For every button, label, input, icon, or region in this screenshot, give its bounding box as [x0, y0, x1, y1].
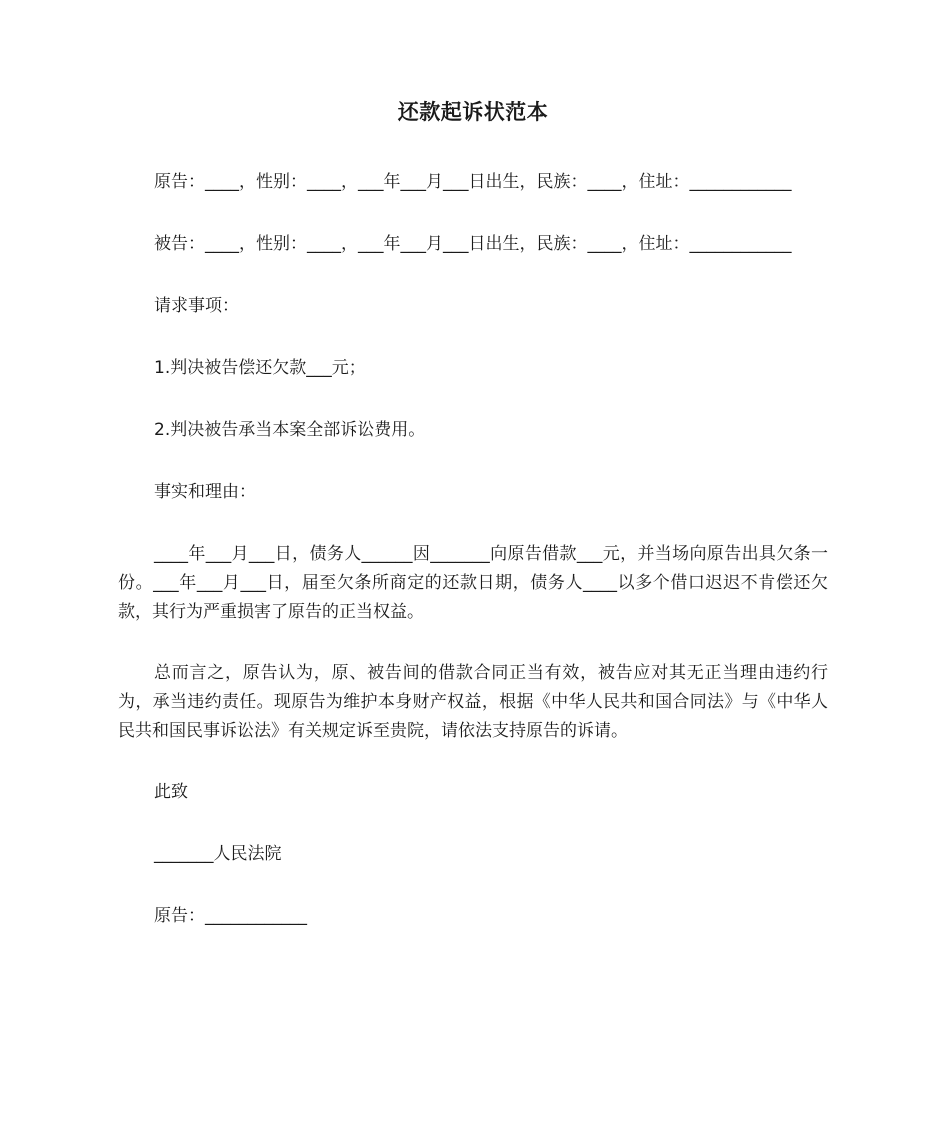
claim-item: 2.判决被告承当本案全部诉讼费用。: [154, 420, 426, 440]
claims-heading: 请求事项：: [154, 296, 239, 316]
facts-heading: 事实和理由：: [154, 482, 256, 502]
court-line: _______人民法院: [154, 844, 282, 864]
plaintiff-info: 原告：____，性别：____，___年___月___日出生，民族：____，住址：____________: [154, 172, 792, 192]
salutation: 此致: [154, 782, 188, 802]
defendant-info: 被告：____，性别：____，___年___月___日出生，民族：____，住址：____________: [154, 234, 792, 254]
document-title: 还款起诉状范本: [397, 100, 549, 124]
facts-paragraph: ____年___月___日，债务人______因_______向原告借款___元，并当场向原告出具欠条一份。___年___月___日，届至欠条所商定的还款日期，债务人____以多个借口迟迟不肯偿还欠款，其行为严重损害了原告的正当权益。: [118, 544, 828, 622]
signature-line: 原告：____________: [154, 906, 307, 926]
conclusion-paragraph: 总而言之，原告认为，原、被告间的借款合同正当有效，被告应对其无正当理由违约行为，承当违约责任。现原告为维护本身财产权益，根据《中华人民共和国合同法》与《中华人民共和国民事诉讼法》有关规定诉至贵院，请依法支持原告的诉请。: [118, 663, 828, 741]
claim-item: 1.判决被告偿还欠款___元；: [154, 358, 366, 378]
